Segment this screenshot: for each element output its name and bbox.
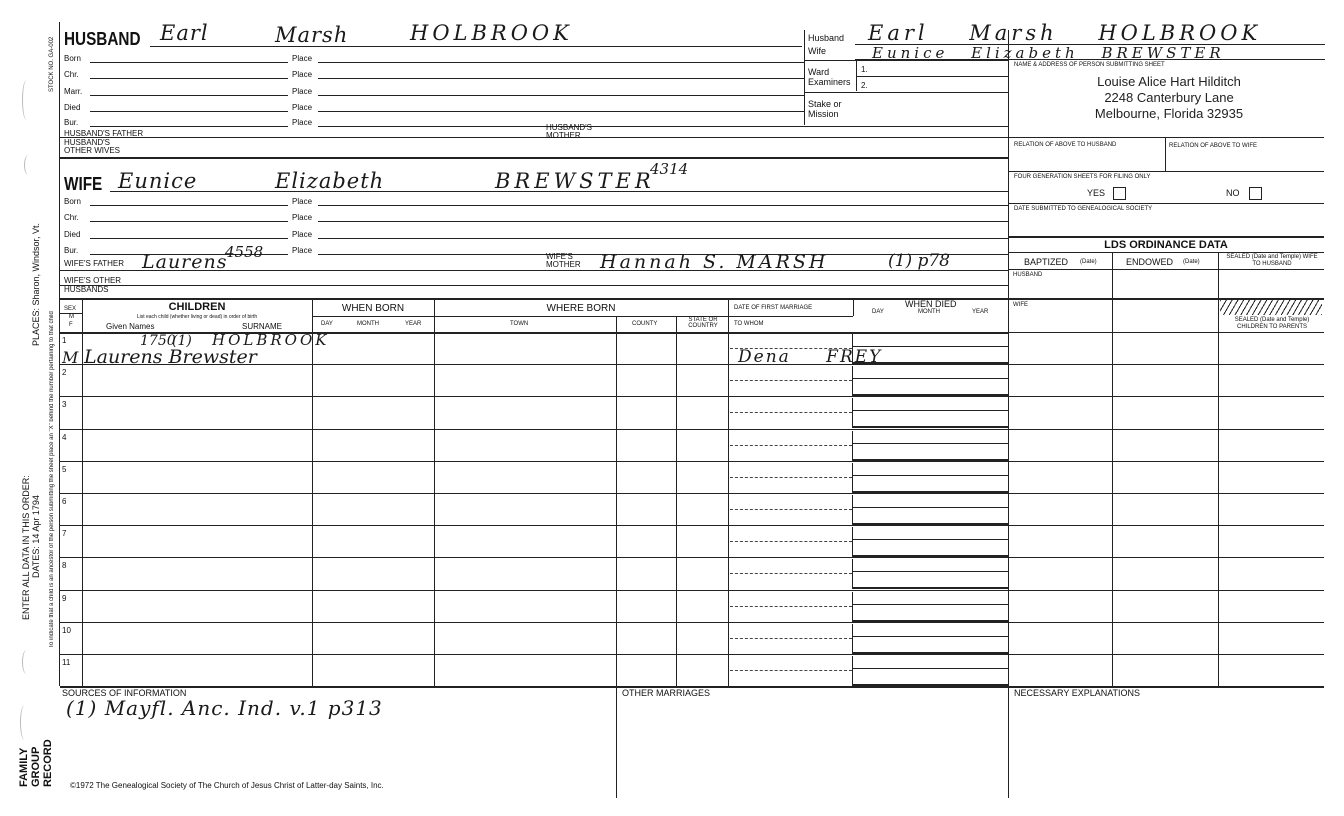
husband-3-label: Died	[64, 103, 81, 112]
lds-children-header-bottom-line	[1008, 332, 1324, 333]
town-col-divider	[616, 316, 617, 686]
record-label: RECORD	[42, 739, 54, 787]
when-died-left-divider	[853, 298, 854, 316]
enter-all-instruction: ENTER ALL DATA IN THIS ORDER:	[21, 475, 31, 620]
submitter-label: NAME & ADDRESS OF PERSON SUBMITTING SHEET	[1014, 62, 1165, 68]
child-1-spouse: Dena FREY	[738, 347, 883, 367]
sex-col-divider	[82, 298, 83, 686]
husband-middle-name: Marsh	[275, 23, 349, 47]
child-row-line	[60, 654, 1324, 655]
child-row-number: 6	[62, 497, 67, 506]
husband-3-place-label: Place	[292, 103, 313, 112]
child-marriage-dash	[730, 638, 852, 639]
lds-sealed-wife-label: SEALED (Date and Temple) WIFE TO HUSBAND	[1226, 254, 1318, 267]
examiner-2: 2.	[861, 81, 868, 90]
child-row-line	[60, 525, 1324, 526]
when-born-sub-line	[312, 316, 728, 317]
husband-2-date-line	[90, 95, 288, 96]
child-row-number: 10	[62, 626, 71, 635]
lds-wife-label: WIFE	[1013, 302, 1028, 308]
wife-0-label: Born	[64, 197, 81, 206]
where-born-col-divider	[728, 298, 729, 686]
when-died-label: WHEN DIED	[905, 299, 957, 309]
wife-0-place-line	[318, 205, 1008, 206]
town-label: TOWN	[510, 321, 529, 327]
state-country-label: STATE OR COUNTRY	[688, 317, 718, 329]
child-marriage-dash	[730, 509, 852, 510]
right-column-divider	[1008, 30, 1009, 686]
copyright-notice: ©1972 The Genealogical Society of The Church of Jesus Christ of Latter-day Saints, Inc.	[70, 781, 384, 790]
ancestor-instruction: To indicate that a child is an ancestor of the person submitting the sheet place an "X" behind the number pertaining to that child	[49, 311, 55, 648]
child-died-line-bottom	[852, 426, 1008, 428]
wife-section-divider	[60, 298, 1324, 300]
child-row-line	[60, 590, 1324, 591]
county-label: COUNTY	[632, 321, 658, 327]
child-row-number: 9	[62, 594, 67, 603]
sources-label: SOURCES OF INFORMATION	[62, 688, 187, 698]
submitter-name: Louise Alice Hart Hilditch	[1097, 74, 1241, 89]
died-day-label: DAY	[872, 309, 884, 315]
examiner-1: 1.	[861, 65, 868, 74]
child-marriage-dash	[730, 541, 852, 542]
lds-header-line	[1008, 252, 1324, 253]
husband-0-label: Born	[64, 54, 81, 63]
child-died-bracket	[852, 624, 853, 652]
child-marriage-dash	[730, 380, 852, 381]
summary-wife-name: Eunice Elizabeth BREWSTER	[872, 44, 1225, 62]
surname-label: SURNAME	[242, 322, 283, 331]
child-died-bracket	[852, 366, 853, 394]
husband-2-place-label: Place	[292, 87, 313, 96]
yes-checkbox[interactable]	[1113, 187, 1126, 200]
family-label: FAMILY	[18, 747, 30, 787]
lds-endowed-date-label: (Date)	[1183, 259, 1200, 265]
wife-other-husbands-line	[60, 285, 1008, 286]
other-marriages-label: OTHER MARRIAGES	[622, 688, 711, 698]
husband-1-place-label: Place	[292, 70, 313, 79]
child-died-bracket	[852, 559, 853, 587]
lds-col-divider-2	[1218, 252, 1219, 686]
born-year-label: YEAR	[405, 321, 422, 327]
no-checkbox[interactable]	[1249, 187, 1262, 200]
four-gen-top-line	[1008, 171, 1324, 172]
husband-4-place-label: Place	[292, 118, 313, 127]
relation-divider	[1165, 137, 1166, 171]
sex-label: SEX	[64, 306, 77, 312]
date-submitted-label: DATE SUBMITTED TO GENEALOGICAL SOCIETY	[1014, 206, 1153, 212]
husband-4-date-line	[90, 126, 288, 127]
child-1-birth-year: 1750	[140, 333, 176, 349]
husband-4-place-line	[318, 126, 1008, 127]
husband-3-date-line	[90, 111, 288, 112]
stock-number: STOCK NO. GA-002	[49, 36, 55, 92]
husband-name-line	[150, 46, 802, 47]
child-row-line	[60, 493, 1324, 494]
child-row-number: 8	[62, 561, 67, 570]
husband-2-label: Marr.	[64, 87, 83, 96]
group-label: GROUP	[30, 746, 42, 787]
sex-f-label: F	[69, 322, 73, 328]
lds-endowed-label: ENDOWED	[1126, 257, 1173, 267]
lds-subheader-line	[1008, 269, 1324, 270]
wife-other-husbands-label: WIFE'S OTHER HUSBANDS	[64, 276, 122, 294]
child-row-number: 2	[62, 368, 67, 377]
ward-top-line	[804, 60, 1008, 61]
lds-hatched-cell	[1220, 300, 1322, 315]
header-right-left-border	[804, 30, 805, 125]
child-died-bracket	[852, 431, 853, 459]
born-day-label: DAY	[321, 321, 333, 327]
wife-middle-name: Elizabeth	[275, 169, 385, 193]
child-marriage-dash	[730, 670, 852, 671]
wife-2-label: Died	[64, 230, 81, 239]
where-born-label: WHERE BORN	[546, 303, 616, 314]
wife-2-date-line	[90, 238, 288, 239]
child-marriage-dash	[730, 412, 852, 413]
lds-col-divider-1	[1112, 252, 1113, 686]
lds-husband-label: HUSBAND	[1013, 272, 1043, 278]
wife-0-date-line	[90, 205, 288, 206]
child-died-line	[852, 475, 1008, 476]
child-row-line	[60, 557, 1324, 558]
summary-wife-label: Wife	[808, 46, 826, 56]
child-row-number: 11	[62, 658, 71, 667]
when-born-col-divider	[434, 298, 435, 686]
child-row-line	[60, 622, 1324, 623]
wife-2-place-line	[318, 238, 1008, 239]
lds-sealed-children-label: SEALED (Date and Temple) CHILDREN TO PARENTS	[1234, 317, 1310, 330]
necessary-explanations-label: NECESSARY EXPLANATIONS	[1014, 688, 1141, 698]
given-names-label: Given Names	[106, 322, 155, 331]
died-month-label: MONTH	[918, 309, 940, 315]
child-died-line	[852, 668, 1008, 669]
examiners-label: Examiners	[808, 77, 851, 87]
child-died-line	[852, 636, 1008, 637]
child-died-line	[852, 410, 1008, 411]
child-died-line	[852, 571, 1008, 572]
child-row-line	[60, 396, 1324, 397]
mission-label: Mission	[808, 109, 839, 119]
wife-father-label: WIFE'S FATHER	[64, 259, 125, 268]
born-month-label: MONTH	[357, 321, 379, 327]
child-died-line	[852, 443, 1008, 444]
died-year-label: YEAR	[972, 309, 989, 315]
child-1-source-note: (1)	[172, 333, 192, 349]
child-died-line	[852, 604, 1008, 605]
punch-hole-mark	[20, 705, 29, 740]
child-marriage-dash	[730, 445, 852, 446]
wife-0-place-label: Place	[292, 197, 313, 206]
wife-3-place-label: Place	[292, 246, 313, 255]
four-gen-label: FOUR GENERATION SHEETS FOR FILING ONLY	[1014, 174, 1151, 180]
husband-0-place-line	[318, 62, 804, 63]
first-marriage-label: DATE OF FIRST MARRIAGE	[734, 305, 813, 311]
child-died-bracket	[852, 463, 853, 491]
wife-heading: WIFE	[64, 174, 103, 194]
wife-1-date-line	[90, 221, 288, 222]
child-died-bracket	[852, 495, 853, 523]
child-died-line	[852, 507, 1008, 508]
husband-father-line	[60, 137, 1008, 138]
husband-3-place-line	[318, 111, 804, 112]
child-row-number: 1	[62, 336, 67, 345]
child-row-number: 4	[62, 433, 67, 442]
lds-top-line	[1008, 236, 1324, 238]
husband-section-divider	[60, 157, 1008, 159]
children-header-bottom-line	[60, 332, 1008, 334]
punch-hole-mark	[24, 155, 33, 175]
stake-top-line	[804, 92, 1008, 93]
wife-1-place-line	[318, 221, 1008, 222]
relation-husband-label: RELATION OF ABOVE TO HUSBAND	[1014, 142, 1117, 148]
husband-other-wives-label: HUSBAND'S OTHER WIVES	[64, 138, 121, 155]
punch-hole-mark	[22, 650, 31, 674]
child-row-number: 7	[62, 529, 67, 538]
lds-title: LDS ORDINANCE DATA	[1104, 239, 1228, 251]
footer-divider-2	[1008, 686, 1009, 798]
sex-m-label: M	[69, 314, 74, 320]
first-marriage-sub-line	[728, 316, 853, 317]
lds-baptized-label: BAPTIZED	[1024, 257, 1069, 267]
child-marriage-dash	[730, 477, 852, 478]
child-marriage-dash	[730, 606, 852, 607]
wife-given-name: Eunice	[118, 169, 198, 193]
relation-wife-label: RELATION OF ABOVE TO WIFE	[1169, 143, 1258, 149]
examiner-1-line	[856, 76, 1008, 77]
county-col-divider	[676, 316, 677, 686]
wife-ref-number: 4314	[650, 160, 689, 178]
wife-father-name: Laurens	[142, 251, 228, 273]
child-row-line	[60, 461, 1324, 462]
child-died-bracket	[852, 592, 853, 620]
husband-0-date-line	[90, 62, 288, 63]
husband-1-place-line	[318, 78, 804, 79]
summary-husband-name: Earl Marsh HOLBROOK	[868, 21, 1262, 45]
form-left-border	[59, 22, 60, 686]
husband-0-place-label: Place	[292, 54, 313, 63]
husband-1-date-line	[90, 78, 288, 79]
child-died-line	[852, 539, 1008, 540]
places-example: PLACES: Sharon, Windsor, Vt.	[31, 222, 41, 346]
submitter-street: 2248 Canterbury Lane	[1104, 90, 1234, 105]
child-died-bracket	[852, 398, 853, 426]
wife-mother-source-note: (1) p78	[888, 251, 950, 271]
ward-label: Ward	[808, 67, 830, 77]
wife-mother-name: Hannah S. MARSH	[600, 251, 829, 273]
wife-father-ref: 4558	[225, 243, 264, 261]
summary-husband-label: Husband	[808, 33, 845, 43]
punch-hole-mark	[22, 80, 31, 120]
footer-divider-1	[616, 686, 617, 798]
husband-2-place-line	[318, 95, 804, 96]
child-row-number: 3	[62, 400, 67, 409]
child-died-bracket	[852, 656, 853, 684]
to-whom-label: TO WHOM	[734, 321, 764, 327]
wife-surname: BREWSTER	[495, 169, 655, 193]
date-submitted-top-line	[1008, 203, 1324, 204]
husband-father-label: HUSBAND'S FATHER	[64, 129, 144, 138]
wife-3-label: Bur.	[64, 246, 79, 255]
wife-mother-label: WIFE'S MOTHER	[546, 252, 581, 269]
child-died-line-bottom	[852, 587, 1008, 589]
husband-mother-label: HUSBAND'S MOTHER	[546, 123, 592, 140]
husband-heading: HUSBAND	[64, 29, 141, 49]
lds-baptized-date-label: (Date)	[1080, 259, 1097, 265]
relation-top-line	[1008, 137, 1324, 138]
child-1-sex: M	[62, 348, 79, 367]
child-marriage-dash	[730, 573, 852, 574]
child-died-bracket	[852, 527, 853, 555]
husband-given-name: Earl	[160, 21, 209, 45]
when-born-label: WHEN BORN	[341, 303, 405, 314]
wife-1-label: Chr.	[64, 213, 79, 222]
husband-4-label: Bur.	[64, 118, 79, 127]
children-title: CHILDREN	[168, 301, 226, 313]
wife-2-place-label: Place	[292, 230, 313, 239]
yes-label: YES	[1087, 188, 1106, 198]
child-1-given-names: Laurens Brewster	[84, 346, 257, 368]
child-row-number: 5	[62, 465, 67, 474]
children-subtitle: List each child (whether living or dead) in order of birth	[136, 314, 258, 320]
husband-surname: HOLBROOK	[410, 21, 573, 45]
submitter-city: Melbourne, Florida 32935	[1094, 106, 1244, 121]
husband-1-label: Chr.	[64, 70, 79, 79]
name-col-divider	[312, 298, 313, 686]
sources-value: (1) Mayfl. Anc. Ind. v.1 p313	[66, 696, 383, 720]
stake-label: Stake or	[808, 99, 842, 109]
dates-example: DATES: 14 Apr 1794	[31, 495, 41, 578]
child-1-surname: HOLBROOK	[212, 331, 330, 349]
no-label: NO	[1226, 188, 1240, 198]
child-row-line	[60, 429, 1324, 430]
child-died-line	[852, 378, 1008, 379]
wife-1-place-label: Place	[292, 213, 313, 222]
